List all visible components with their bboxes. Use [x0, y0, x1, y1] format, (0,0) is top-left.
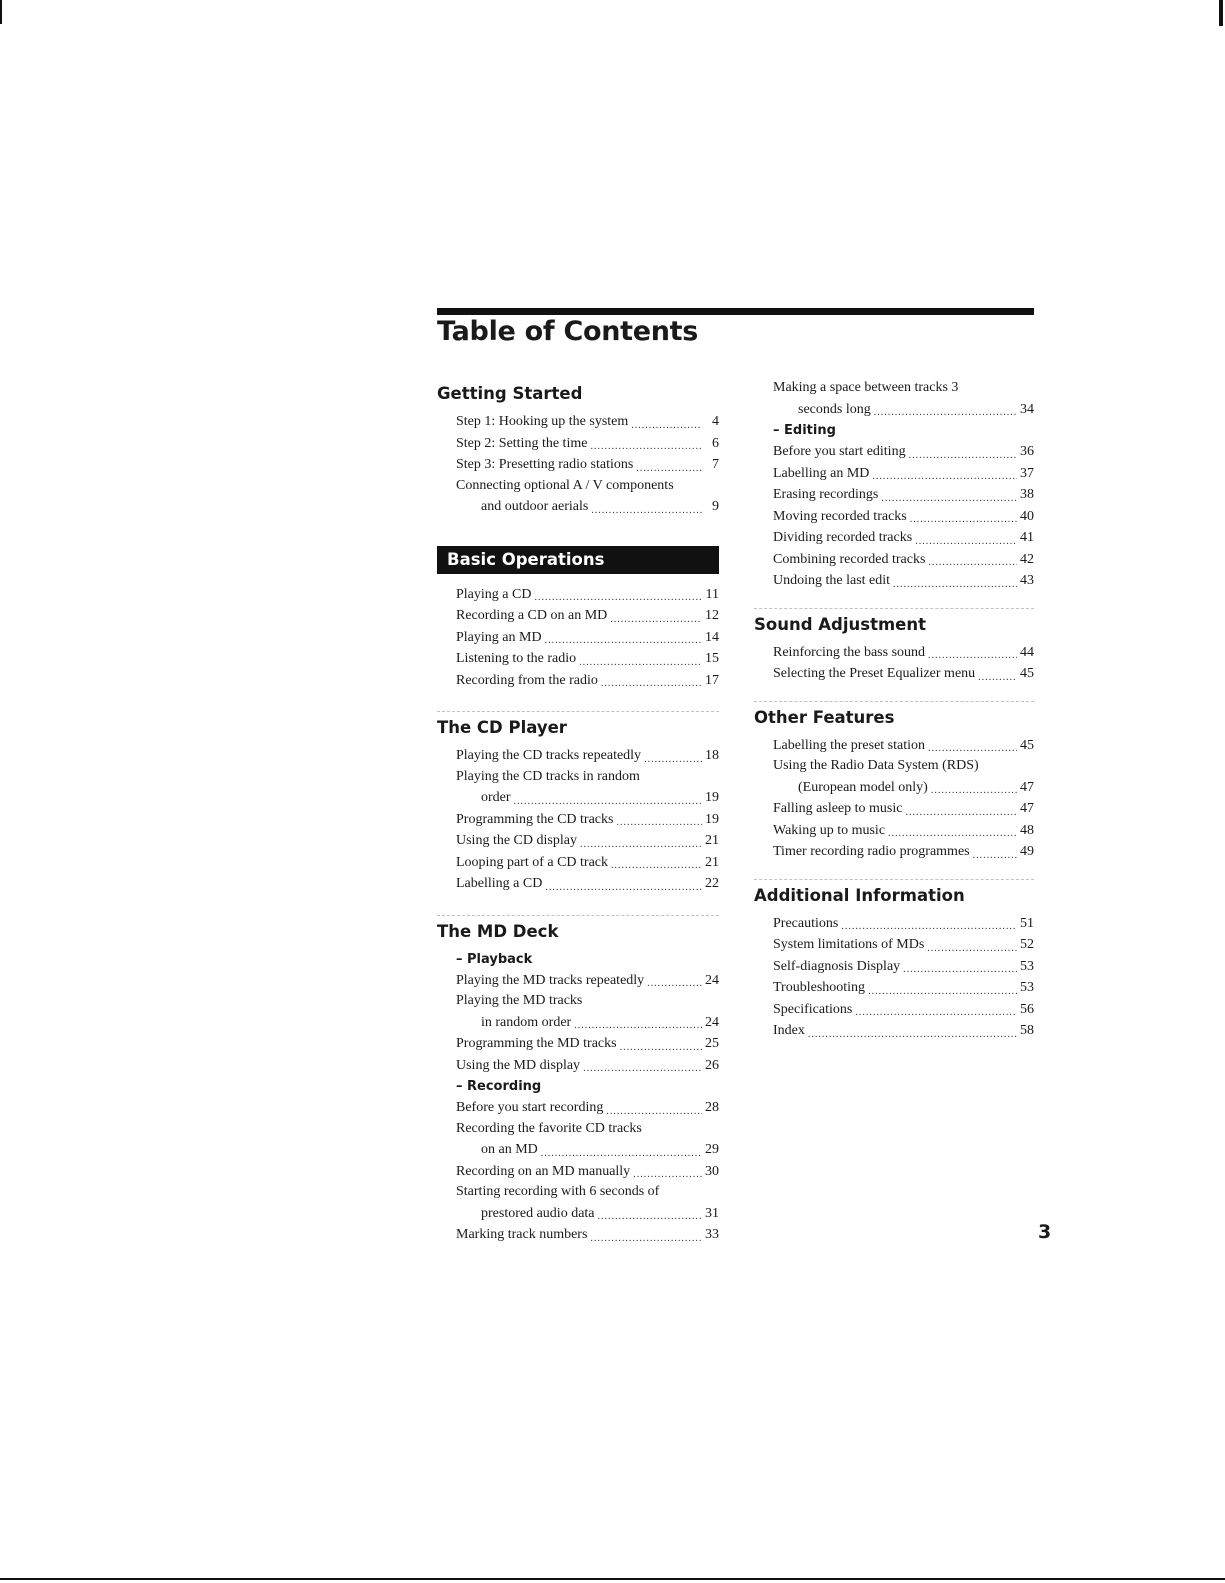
- toc-entry-label: Recording a CD on an MD: [456, 608, 608, 623]
- toc-entry[interactable]: [456, 454, 719, 476]
- toc-entry-label: Playing the CD tracks in random: [456, 768, 640, 784]
- dot-leader: [611, 859, 702, 873]
- toc-entry-label: Using the MD display: [456, 1057, 581, 1073]
- toc-entry-label: Recording from the radio: [456, 672, 598, 688]
- toc-entry[interactable]: [773, 378, 1034, 420]
- dot-leader: [610, 613, 702, 627]
- toc-page-number: 6: [712, 435, 719, 451]
- toc-entry-label-continued: prestored audio data: [481, 1205, 595, 1221]
- toc-entry[interactable]: [456, 605, 719, 627]
- toc-section-additional-information: [754, 879, 1034, 1042]
- toc-entry[interactable]: [773, 820, 1034, 842]
- toc-page-number: 12: [705, 608, 719, 623]
- toc-entry[interactable]: [773, 463, 1034, 485]
- dot-leader: [928, 649, 1017, 663]
- toc-entry[interactable]: [456, 1033, 719, 1055]
- toc-entry-label: Before you start recording: [456, 1100, 604, 1115]
- toc-entry-label: Step 3: Presetting radio stations: [456, 457, 634, 472]
- toc-page-number: 58: [1020, 1023, 1034, 1038]
- toc-entry-label: Programming the MD tracks: [456, 1036, 617, 1051]
- dot-leader: [868, 985, 1017, 999]
- toc-page-number: 18: [705, 748, 719, 763]
- dot-leader: [590, 1232, 702, 1246]
- toc-entry[interactable]: [773, 798, 1034, 820]
- toc-page-number: 14: [705, 629, 719, 645]
- toc-page-number: 30: [705, 1163, 719, 1179]
- toc-entry-label: Marking track numbers: [456, 1227, 588, 1242]
- toc-entry-list: [437, 411, 719, 518]
- toc-page-number: 47: [1020, 801, 1034, 816]
- toc-page-number: 26: [705, 1057, 719, 1073]
- toc-entry-label: Playing the MD tracks repeatedly: [456, 972, 645, 988]
- dot-leader: [633, 1168, 702, 1182]
- toc-page-number: 21: [705, 833, 719, 848]
- dot-leader: [579, 656, 702, 670]
- toc-entry-label: Precautions: [773, 915, 839, 931]
- toc-entry-label: Undoing the last edit: [773, 573, 891, 588]
- toc-entry[interactable]: [773, 527, 1034, 549]
- toc-entry-label: Programming the CD tracks: [456, 811, 614, 827]
- toc-section-continued: [754, 378, 1034, 592]
- section-heading: The CD Player: [437, 718, 567, 737]
- toc-page-number: 34: [1020, 401, 1034, 417]
- dot-leader: [591, 504, 702, 518]
- dot-leader: [893, 578, 1017, 592]
- toc-entry[interactable]: [773, 977, 1034, 999]
- toc-entry-label: Specifications: [773, 1001, 853, 1017]
- toc-entry-label: Playing an MD: [456, 629, 542, 645]
- toc-entry[interactable]: [456, 1224, 719, 1246]
- toc-entry[interactable]: [773, 913, 1034, 935]
- toc-entry[interactable]: [456, 991, 719, 1033]
- toc-page-number: 17: [705, 672, 719, 688]
- toc-page-number: 49: [1020, 844, 1034, 859]
- toc-entry[interactable]: [456, 1119, 719, 1161]
- toc-entry-label: Listening to the radio: [456, 651, 577, 666]
- toc-entry[interactable]: [456, 970, 719, 992]
- toc-entry-label-continued: (European model only): [798, 779, 928, 795]
- toc-entry-label: Recording the favorite CD tracks: [456, 1120, 642, 1136]
- dot-leader: [909, 449, 1017, 463]
- toc-page-number: 22: [705, 876, 719, 891]
- dot-leader: [514, 795, 702, 809]
- toc-entry-label: Looping part of a CD track: [456, 854, 609, 870]
- toc-entry[interactable]: [456, 411, 719, 433]
- section-heading: The MD Deck: [437, 921, 559, 941]
- dot-leader: [631, 419, 702, 433]
- toc-entry-label: Self-diagnosis Display: [773, 958, 901, 974]
- toc-page-number: 38: [1020, 487, 1034, 502]
- toc-page-number: 41: [1020, 530, 1034, 545]
- toc-page-number: 4: [712, 414, 719, 429]
- dot-leader: [545, 634, 702, 648]
- toc-entry-label: Moving recorded tracks: [773, 508, 907, 524]
- toc-entry[interactable]: [456, 767, 719, 809]
- toc-section-the-cd-player: [437, 711, 719, 895]
- toc-entry[interactable]: [773, 570, 1034, 592]
- toc-entry-label: Playing the MD tracks: [456, 993, 583, 1008]
- toc-page-number: 33: [705, 1227, 719, 1242]
- toc-entry-label-continued: order: [481, 790, 511, 805]
- toc-entry[interactable]: [456, 852, 719, 874]
- toc-page-number: 45: [1020, 666, 1034, 681]
- toc-entry-label: Reinforcing the bass sound: [773, 644, 926, 660]
- dot-leader: [874, 406, 1017, 420]
- dot-leader: [601, 677, 702, 691]
- toc-entry[interactable]: [773, 484, 1034, 506]
- toc-entry-label: Labelling an MD: [773, 465, 870, 481]
- toc-entry-label: Making a space between tracks 3: [773, 380, 959, 395]
- toc-subheading: – Editing: [773, 423, 836, 438]
- toc-entry[interactable]: [456, 670, 719, 692]
- toc-section-getting-started: [437, 384, 719, 518]
- toc-section-basic-operations: [437, 546, 719, 692]
- section-heading: Getting Started: [437, 384, 583, 403]
- toc-entry[interactable]: [773, 549, 1034, 571]
- dot-leader: [881, 492, 1017, 506]
- toc-entry[interactable]: [456, 809, 719, 831]
- toc-entry-list: [754, 913, 1034, 1042]
- toc-section-sound-adjustment: [754, 608, 1034, 685]
- dot-leader: [616, 816, 702, 830]
- toc-section-the-md-deck: [437, 915, 719, 1246]
- toc-entry[interactable]: [773, 441, 1034, 463]
- toc-entry-list: [754, 735, 1034, 863]
- dot-leader: [978, 671, 1017, 685]
- toc-entry-label: System limitations of MDs: [773, 937, 925, 952]
- dot-leader: [574, 1019, 702, 1033]
- dot-leader: [905, 806, 1017, 820]
- toc-page-number: 25: [705, 1036, 719, 1051]
- toc-page-number: 37: [1020, 465, 1034, 481]
- section-separator: [437, 711, 719, 712]
- toc-page-number: 52: [1020, 937, 1034, 952]
- toc-entry-list: [754, 378, 1034, 592]
- toc-subheading: – Playback: [456, 951, 533, 967]
- toc-entry-label: Using the CD display: [456, 833, 577, 848]
- dot-leader: [545, 881, 702, 895]
- toc-entry-label: Before you start editing: [773, 444, 906, 459]
- section-separator: [754, 608, 1034, 609]
- scan-edge-mark-right: [1219, 0, 1223, 26]
- page-title: Table of Contents: [437, 316, 699, 347]
- toc-page-number: 15: [705, 651, 719, 666]
- section-heading: Sound Adjustment: [754, 614, 926, 634]
- toc-page-number: 42: [1020, 551, 1034, 567]
- toc-left-column: [437, 384, 719, 1246]
- toc-entry[interactable]: [456, 1055, 719, 1077]
- toc-entry[interactable]: [773, 663, 1034, 685]
- dot-leader: [841, 920, 1017, 934]
- dot-leader: [872, 470, 1017, 484]
- toc-page-number: 31: [705, 1205, 719, 1221]
- section-separator: [437, 915, 719, 916]
- toc-entry[interactable]: [456, 830, 719, 852]
- toc-page-number: 36: [1020, 444, 1034, 459]
- toc-page-number: 9: [712, 499, 719, 514]
- toc-entry-label: Troubleshooting: [773, 980, 866, 995]
- toc-page-number: 45: [1020, 737, 1034, 753]
- dot-leader: [580, 838, 702, 852]
- dot-leader: [606, 1105, 702, 1119]
- toc-entry[interactable]: [456, 433, 719, 455]
- toc-entry-label: Starting recording with 6 seconds of: [456, 1184, 660, 1199]
- toc-entry[interactable]: [773, 999, 1034, 1021]
- toc-page-number: 19: [705, 790, 719, 805]
- toc-page-number: 29: [705, 1142, 719, 1157]
- toc-section-other-features: [754, 701, 1034, 863]
- toc-entry-label: Waking up to music: [773, 822, 886, 838]
- dot-leader: [903, 963, 1017, 977]
- toc-right-column: [754, 378, 1034, 1042]
- toc-entry[interactable]: [773, 1020, 1034, 1042]
- toc-entry-list: [437, 584, 719, 692]
- toc-entry[interactable]: [456, 873, 719, 895]
- toc-entry-label: Selecting the Preset Equalizer menu: [773, 666, 976, 681]
- toc-entry[interactable]: [456, 584, 719, 606]
- toc-entry-label-continued: in random order: [481, 1014, 572, 1030]
- toc-entry[interactable]: [773, 735, 1034, 757]
- toc-entry-label: Playing a CD: [456, 586, 532, 602]
- dot-leader: [636, 462, 702, 476]
- toc-entry-label: Labelling a CD: [456, 876, 543, 891]
- dot-leader: [910, 513, 1017, 527]
- toc-page-number: 7: [712, 457, 719, 472]
- toc-entry-label: Using the Radio Data System (RDS): [773, 758, 979, 773]
- toc-entry-label: Playing the CD tracks repeatedly: [456, 748, 642, 763]
- toc-entry-label: Index: [773, 1023, 805, 1038]
- dot-leader: [541, 1147, 702, 1161]
- section-separator: [754, 701, 1034, 702]
- toc-page-number: 19: [705, 811, 719, 827]
- title-rule: [437, 308, 1034, 315]
- dot-leader: [808, 1028, 1017, 1042]
- toc-entry[interactable]: [773, 506, 1034, 528]
- toc-page-number: 40: [1020, 508, 1034, 524]
- scan-edge-mark-left: [0, 0, 2, 24]
- toc-entry-label: Labelling the preset station: [773, 737, 926, 753]
- dot-leader: [620, 1041, 702, 1055]
- page-number: 3: [1038, 1221, 1052, 1243]
- dot-leader: [534, 591, 702, 605]
- dot-leader: [928, 556, 1017, 570]
- toc-entry[interactable]: [456, 1097, 719, 1119]
- toc-entry-label-continued: and outdoor aerials: [481, 499, 589, 514]
- toc-page-number: 56: [1020, 1001, 1034, 1017]
- toc-entry-label-continued: on an MD: [481, 1142, 538, 1157]
- toc-page-number: 21: [705, 854, 719, 870]
- dot-leader: [583, 1062, 702, 1076]
- toc-entry[interactable]: [456, 627, 719, 649]
- toc-entry-label: Erasing recordings: [773, 487, 879, 502]
- toc-entry-label: Step 2: Setting the time: [456, 435, 588, 451]
- toc-entry[interactable]: [456, 1182, 719, 1224]
- dot-leader: [915, 535, 1017, 549]
- toc-entry-label: Combining recorded tracks: [773, 551, 926, 567]
- section-heading: Additional Information: [754, 885, 965, 905]
- toc-entry-label: Step 1: Hooking up the system: [456, 414, 629, 429]
- toc-page-number: 43: [1020, 573, 1034, 588]
- toc-entry-list: [437, 949, 719, 1246]
- toc-entry-label: Timer recording radio programmes: [773, 844, 970, 859]
- dot-leader: [590, 440, 702, 454]
- toc-entry[interactable]: [773, 934, 1034, 956]
- section-heading: Basic Operations: [437, 546, 719, 574]
- toc-entry-label: Falling asleep to music: [773, 801, 903, 816]
- toc-entry-label: Recording on an MD manually: [456, 1163, 631, 1179]
- toc-page-number: 44: [1020, 644, 1034, 660]
- toc-page-number: 53: [1020, 958, 1034, 974]
- dot-leader: [927, 942, 1017, 956]
- toc-entry-label: Connecting optional A / V components: [456, 477, 674, 493]
- section-separator: [754, 879, 1034, 880]
- toc-entry[interactable]: [456, 745, 719, 767]
- toc-page-number: 48: [1020, 822, 1034, 838]
- toc-page-number: 51: [1020, 915, 1034, 931]
- toc-entry[interactable]: [773, 642, 1034, 664]
- toc-entry-list: [437, 745, 719, 895]
- toc-entry[interactable]: [456, 1161, 719, 1183]
- toc-entry-list: [754, 642, 1034, 685]
- toc-entry[interactable]: [456, 476, 719, 518]
- dot-leader: [855, 1006, 1017, 1020]
- toc-page-number: 24: [705, 1014, 719, 1030]
- toc-page-number: 24: [705, 972, 719, 988]
- dot-leader: [973, 849, 1017, 863]
- toc-entry-label: Dividing recorded tracks: [773, 530, 913, 545]
- toc-entry[interactable]: [773, 756, 1034, 798]
- dot-leader: [928, 742, 1017, 756]
- dot-leader: [644, 753, 702, 767]
- dot-leader: [598, 1210, 702, 1224]
- toc-page-number: 28: [705, 1100, 719, 1115]
- toc-entry[interactable]: [456, 648, 719, 670]
- section-heading: Other Features: [754, 707, 895, 727]
- toc-entry-label-continued: seconds long: [798, 401, 871, 417]
- dot-leader: [931, 784, 1017, 798]
- toc-subheading: – Recording: [456, 1079, 542, 1094]
- toc-page-number: 11: [705, 586, 719, 602]
- toc-entry[interactable]: [773, 956, 1034, 978]
- dot-leader: [888, 827, 1017, 841]
- toc-page-number: 53: [1020, 980, 1034, 995]
- dot-leader: [647, 977, 702, 991]
- scan-bottom-line: [0, 1578, 1225, 1580]
- toc-entry[interactable]: [773, 841, 1034, 863]
- toc-page-number: 47: [1020, 779, 1034, 795]
